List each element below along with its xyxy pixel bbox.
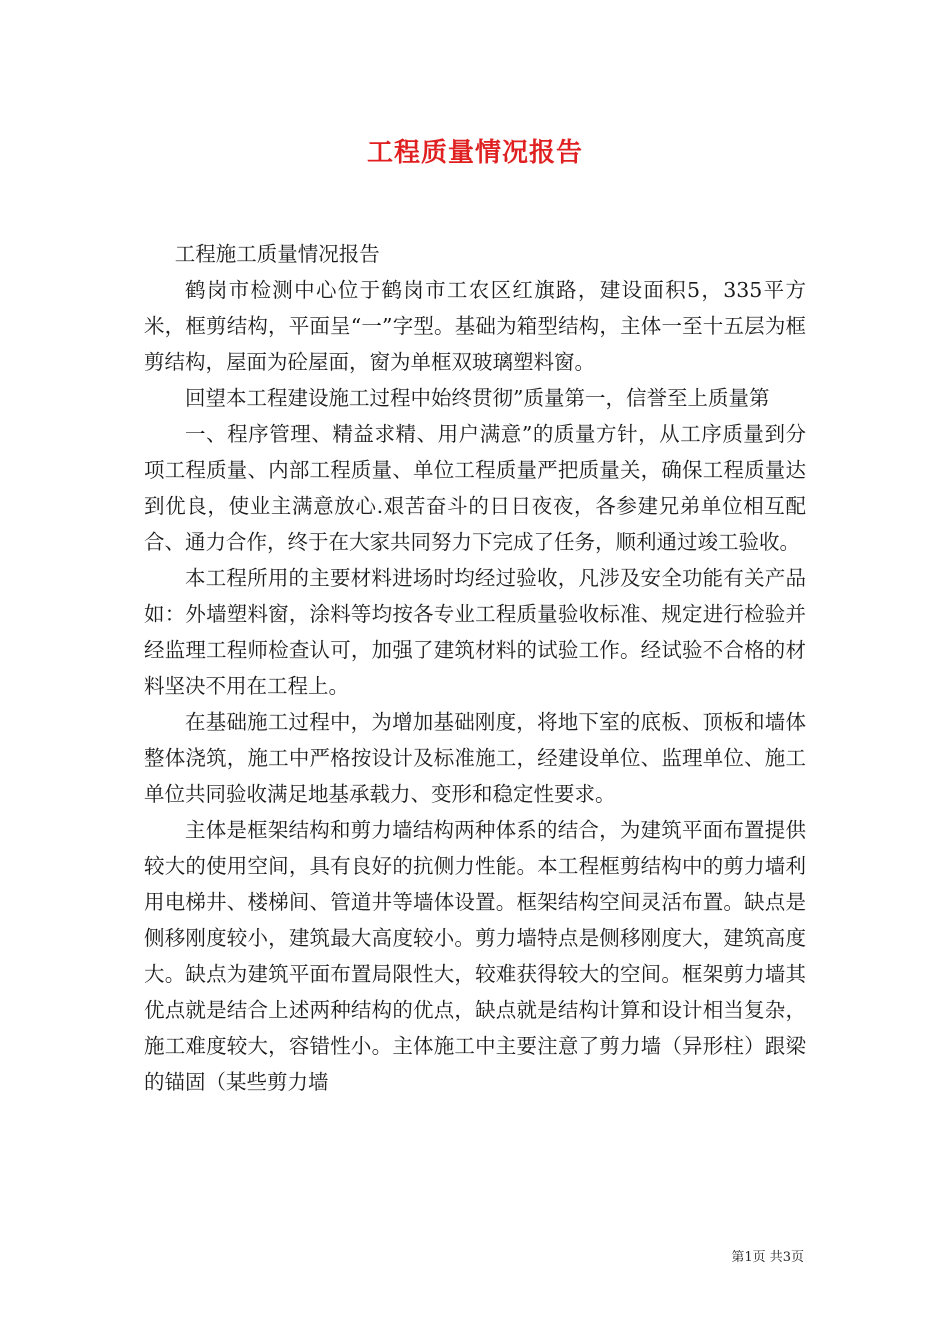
page-number: 第1页 共3页 [731,1250,804,1265]
paragraph-foundation: 在基础施工过程中，为增加基础刚度，将地下室的底板、顶板和墙体整体浇筑，施工中严格按设计及标准施工，经建设单位、监理单位、施工单位共同验收满足地基承载力、变形和稳定性要求。 [144,710,806,806]
document-body [144,236,806,1100]
paragraph-project-overview: 鹤岗市检测中心位于鹤岗市工农区红旗路，建设面积5，335平方米，框剪结构，平面呈“一”字型。基础为箱型结构，主体一至十五层为框剪结构，屋面为砼屋面，窗为单框双玻璃塑料窗。 [144,278,806,374]
paragraph-main-structure: 主体是框架结构和剪力墙结构两种体系的结合，为建筑平面布置提供较大的使用空间，具有良好的抗侧力性能。本工程框剪结构中的剪力墙利用电梯井、楼梯间、管道井等墙体设置。框架结构空间灵活布置。缺点是侧移刚度较小，建筑最大高度较小。剪力墙特点是侧移刚度大，建筑高度大。缺点为建筑平面布置局限性大，较难获得较大的空间。框架剪力墙其优点就是结合上述两种结构的优点，缺点就是结构计算和设计相当复杂，施工难度较大，容错性小。主体施工中主要注意了剪力墙（异形柱）跟梁的锚固（某些剪力墙 [144,818,806,1094]
paragraph-quality-policy-intro: 回望本工程建设施工过程中始终贯彻”质量第一，信誉至上质量第 [185,386,770,410]
document-subtitle: 工程施工质量情况报告 [174,242,380,266]
paragraph-quality-policy: 一、程序管理、精益求精、用户满意”的质量方针，从工序质量到分项工程质量、内部工程质量、单位工程质量严把质量关，确保工程质量达到优良，使业主满意放心.艰苦奋斗的日日夜夜，各参建兄弟单位相互配合、通力合作，终于在大家共同努力下完成了任务，顺利通过竣工验收。 [144,422,806,554]
paragraph-materials: 本工程所用的主要材料进场时均经过验收，凡涉及安全功能有关产品如：外墙塑料窗，涂料等均按各专业工程质量验收标准、规定进行检验并经监理工程师检查认可，加强了建筑材料的试验工作。经试验不合格的材料坚决不用在工程上。 [144,566,806,698]
document-title: 工程质量情况报告 [366,138,583,168]
